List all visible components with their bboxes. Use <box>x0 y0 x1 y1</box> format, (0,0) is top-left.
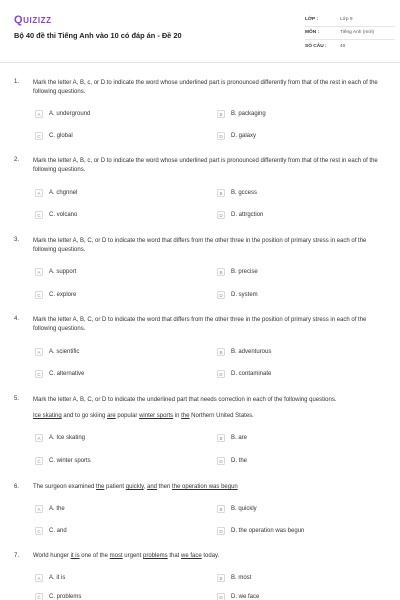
option-text: C. explore <box>49 292 77 298</box>
option-text: B. adventurous <box>231 349 272 355</box>
option-text: C. alternative <box>49 371 85 377</box>
option-text: C. volcano <box>49 212 78 218</box>
sentence-segment: today. <box>201 553 220 559</box>
sentence-segment: we face <box>181 553 202 559</box>
option-text: C. and <box>49 528 67 534</box>
question-text: Mark the letter A, B, C, or D to indicate the underlined part that needs correction in each of the following questions. <box>33 397 337 403</box>
sentence-segment: quickly <box>125 484 144 490</box>
option-letter-box: D <box>217 370 225 378</box>
option-text: C. problems <box>49 594 82 600</box>
option-letter-box: C <box>35 527 43 535</box>
option-text: A. chgnnel <box>49 190 78 196</box>
meta-row-class <box>305 13 395 27</box>
meta-label: LỚP : <box>305 16 319 22</box>
question-text: Mark the letter A, B, C, or D to indicate the word that differs from the other three in the position of primary stress in each of the following questions. <box>33 238 367 254</box>
option-a[interactable] <box>35 109 90 119</box>
option-text: C. global <box>49 133 73 139</box>
option-text: D. contaminate <box>231 371 272 377</box>
option-letter-box: B <box>217 268 225 276</box>
option-b[interactable] <box>217 188 257 198</box>
option-a[interactable] <box>35 573 65 583</box>
option-c[interactable] <box>35 456 91 466</box>
question-text: Mark the letter A, B, c, or D to indicate the word whose underlined part is pronounced differently from that of the rest in each of the following questions. <box>33 158 378 174</box>
option-letter-box: A <box>35 574 43 582</box>
option-c[interactable] <box>35 131 73 141</box>
meta-value: Tiếng Anh (mới) <box>340 30 375 36</box>
option-text: D. the <box>231 458 248 464</box>
question-number: 4. <box>14 316 20 322</box>
option-letter-box: B <box>217 110 225 118</box>
option-d[interactable] <box>217 592 259 600</box>
option-letter-box: C <box>35 457 43 465</box>
option-letter-box: C <box>35 291 43 299</box>
option-letter-box: C <box>35 593 43 600</box>
option-c[interactable] <box>35 290 76 300</box>
sentence-segment: it is <box>70 553 80 559</box>
option-a[interactable] <box>35 188 77 198</box>
option-d[interactable] <box>217 210 263 220</box>
question-number: 5. <box>14 396 20 402</box>
option-text: D. we face <box>231 594 260 600</box>
question-number: 3. <box>14 237 20 243</box>
option-a[interactable] <box>35 267 76 277</box>
option-b[interactable] <box>217 573 251 583</box>
option-b[interactable] <box>217 109 266 119</box>
question-text: Mark the letter A, B, C, or D to indicate the word that differs from the other three in the position of primary stress in each of the following questions. <box>33 317 367 333</box>
option-text: A. the <box>49 506 65 512</box>
sentence-segment: patient <box>104 484 126 490</box>
sentence-segment: the operation was begun <box>172 484 238 490</box>
option-c[interactable] <box>35 369 84 379</box>
option-text: A. it is <box>49 575 66 581</box>
meta-label: SỐ CÂU : <box>305 43 327 49</box>
option-letter-box: B <box>217 505 225 513</box>
option-d[interactable] <box>217 526 304 536</box>
option-b[interactable] <box>217 267 258 277</box>
meta-label: MÔN : <box>305 30 320 36</box>
sentence-segment: the <box>181 413 190 419</box>
sentence-segment: Northern United States. <box>189 413 254 419</box>
option-letter-box: D <box>217 291 225 299</box>
option-a[interactable] <box>35 504 65 514</box>
option-letter-box: C <box>35 211 43 219</box>
option-text: B. precise <box>231 269 258 275</box>
option-text: C. winter sports <box>49 458 91 464</box>
option-letter-box: A <box>35 434 43 442</box>
worksheet-title: Bộ 40 đề thi Tiếng Anh vào 10 có đáp án - Đề 20 <box>14 31 182 40</box>
sentence-segment: popular <box>115 413 140 419</box>
option-d[interactable] <box>217 131 256 141</box>
sentence-segment: most <box>109 553 123 559</box>
option-letter-box: D <box>217 527 225 535</box>
option-d[interactable] <box>217 456 247 466</box>
option-text: D. system <box>231 292 258 298</box>
question-number: 1. <box>14 79 20 85</box>
question-text: Mark the letter A, B, c, or D to indicate the word whose underlined part is pronounced differently from that of the rest in each of the following questions. <box>33 80 378 96</box>
option-text: B. quickly <box>231 506 257 512</box>
option-letter-box: D <box>217 211 225 219</box>
option-text: A. underground <box>49 111 91 117</box>
option-text: B. are <box>231 435 248 441</box>
quizizz-logo[interactable]: Quizizz <box>14 14 52 26</box>
meta-value: 40 <box>340 43 346 49</box>
option-letter-box: C <box>35 132 43 140</box>
question-sentence <box>33 553 219 559</box>
meta-row-count <box>305 40 395 53</box>
sentence-segment: in <box>173 413 182 419</box>
question-number: 7. <box>14 553 20 559</box>
sentence-segment: problems <box>142 553 168 559</box>
option-a[interactable] <box>35 347 79 357</box>
option-d[interactable] <box>217 369 271 379</box>
sentence-segment: the <box>96 484 105 490</box>
question-sentence <box>33 413 254 419</box>
worksheet-header <box>0 0 400 63</box>
option-text: D. attrgction <box>231 212 264 218</box>
option-b[interactable] <box>217 504 257 514</box>
option-text: A. Ice skating <box>49 435 86 441</box>
option-d[interactable] <box>217 290 258 300</box>
option-a[interactable] <box>35 433 85 443</box>
sentence-segment: World hunger <box>33 553 71 559</box>
option-c[interactable] <box>35 526 67 536</box>
option-text: B. most <box>231 575 252 581</box>
meta-value: Lớp 9 <box>340 16 353 22</box>
option-text: B. packaging <box>231 111 266 117</box>
sentence-segment: , <box>143 484 147 490</box>
question-number: 6. <box>14 484 20 490</box>
option-text: D. the operation was begun <box>231 528 305 534</box>
sentence-segment: The surgeon examined <box>33 484 97 490</box>
option-b[interactable] <box>217 433 247 443</box>
meta-row-subject <box>305 27 395 41</box>
option-text: A. support <box>49 269 77 275</box>
sentence-segment: and to go skiing <box>61 413 108 419</box>
option-letter-box: A <box>35 268 43 276</box>
option-letter-box: D <box>217 132 225 140</box>
option-letter-box: B <box>217 348 225 356</box>
sentence-segment: urgent <box>122 553 143 559</box>
option-letter-box: A <box>35 505 43 513</box>
worksheet-meta <box>305 13 395 53</box>
option-letter-box: A <box>35 189 43 197</box>
option-letter-box: C <box>35 370 43 378</box>
option-letter-box: A <box>35 110 43 118</box>
sentence-segment: are <box>107 413 116 419</box>
question-sentence <box>33 484 238 490</box>
option-text: D. galaxy <box>231 133 257 139</box>
sentence-segment: Ice skating <box>33 413 62 419</box>
option-c[interactable] <box>35 210 77 220</box>
question-number: 2. <box>14 157 20 163</box>
option-letter-box: B <box>217 574 225 582</box>
sentence-segment: then <box>157 484 173 490</box>
option-letter-box: B <box>217 189 225 197</box>
option-letter-box: D <box>217 457 225 465</box>
option-letter-box: B <box>217 434 225 442</box>
option-b[interactable] <box>217 347 271 357</box>
sentence-segment: winter sports <box>139 413 174 419</box>
sentence-segment: that <box>167 553 182 559</box>
option-text: B. gccess <box>231 190 258 196</box>
option-letter-box: A <box>35 348 43 356</box>
sentence-segment: and <box>147 484 158 490</box>
option-letter-box: D <box>217 593 225 600</box>
sentence-segment: one of the <box>79 553 110 559</box>
option-text: A. scientific <box>49 349 80 355</box>
option-c[interactable] <box>35 592 81 600</box>
